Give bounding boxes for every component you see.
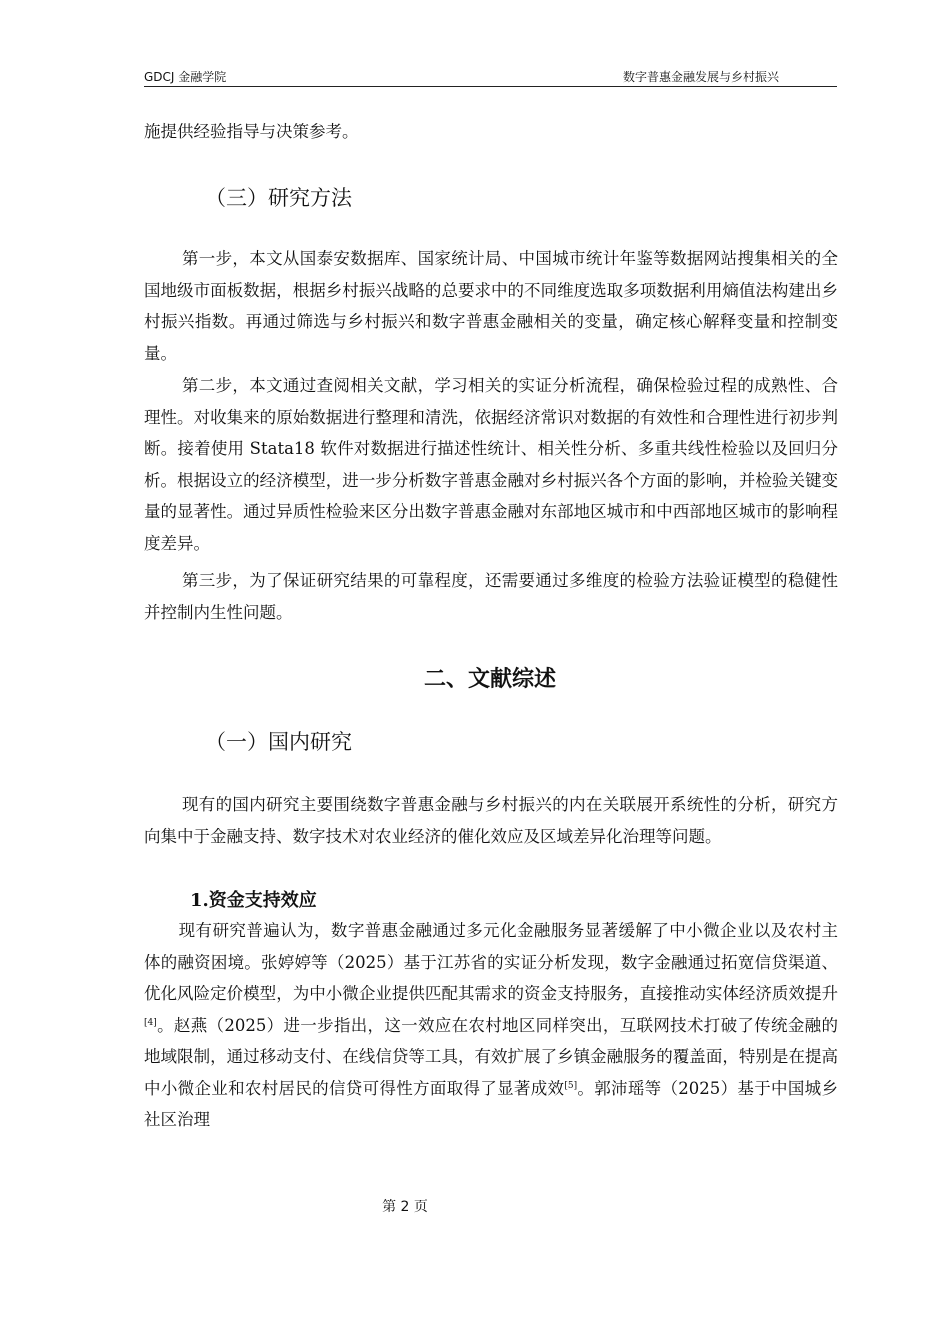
header-title: 数字普惠金融发展与乡村振兴 bbox=[622, 70, 779, 84]
citation-ref-4: [4] bbox=[144, 1017, 157, 1028]
paragraph-text-part: 。郭沛瑶等（2025）基于中国城乡社区治理 bbox=[144, 1078, 838, 1129]
chapter-heading-literature-review: 二、文献综述 bbox=[423, 667, 556, 692]
paragraph-text-part: 。赵燕（2025）进一步指出，这一效应在农村地区同样突出，互联网技术打破了传统金融的地域限制，通过移动支付、在线信贷等工具，有效扩展了乡镇金融服务的覆盖面，特别是在提高中小微企业和农村居民的信贷可得性方面取得了显著成效 bbox=[144, 1015, 838, 1098]
methods-paragraph-3: 第三步，为了保证研究结果的可靠程度，还需要通过多维度的检验方法验证模型的稳健性并控制内生性问题。 bbox=[144, 571, 838, 622]
page-header bbox=[144, 66, 837, 87]
page-number: 第 2 页 bbox=[382, 1199, 428, 1215]
section-heading-methods: （三）研究方法 bbox=[205, 186, 352, 210]
subsection-heading-funding-effect: 1.资金支持效应 bbox=[190, 890, 317, 911]
header-institution: GDCJ 金融学院 bbox=[144, 70, 227, 84]
continuation-text: 施提供经验指导与决策参考。 bbox=[144, 122, 359, 141]
paragraph-text-part: 现有研究普遍认为，数字普惠金融通过多元化金融服务显著缓解了中小微企业以及农村主体的融资困境。张婷婷等（2025）基于江苏省的实证分析发现，数字金融通过拓宽信贷渠道、优化风险定价模型，为中小微企业提供匹配其需求的资金支持服务，直接推动实体经济质效提升 bbox=[144, 921, 838, 1003]
methods-paragraph-2: 第二步，本文通过查阅相关文献，学习相关的实证分析流程，确保检验过程的成熟性、合理性。对收集来的原始数据进行整理和清洗，依据经济常识对数据的有效性和合理性进行初步判断。接着使用 Stata18 软件对数据进行描述性统计、相关性分析、多重共线性检验以及回归分析。根据设立的经济模型，进一步分析数字普惠金融对乡村振兴各个方面的影响，并检验关键变量的显著性。通过异质性检验来区分出数字普惠金融对东部地区城市和中西部地区城市的影响程度差异。 bbox=[144, 376, 838, 553]
citation-ref-5: [5] bbox=[564, 1080, 578, 1091]
funding-effect-paragraph bbox=[144, 915, 838, 1136]
domestic-intro-paragraph: 现有的国内研究主要围绕数字普惠金融与乡村振兴的内在关联展开系统性的分析，研究方向集中于金融支持、数字技术对农业经济的催化效应及区域差异化治理等问题。 bbox=[144, 795, 838, 846]
methods-paragraph-1: 第一步，本文从国泰安数据库、国家统计局、中国城市统计年鉴等数据网站搜集相关的全国地级市面板数据，根据乡村振兴战略的总要求中的不同维度选取多项数据利用熵值法构建出乡村振兴指数。再通过筛选与乡村振兴和数字普惠金融相关的变量，确定核心解释变量和控制变量。 bbox=[144, 249, 838, 363]
section-heading-domestic-research: （一）国内研究 bbox=[205, 730, 352, 754]
